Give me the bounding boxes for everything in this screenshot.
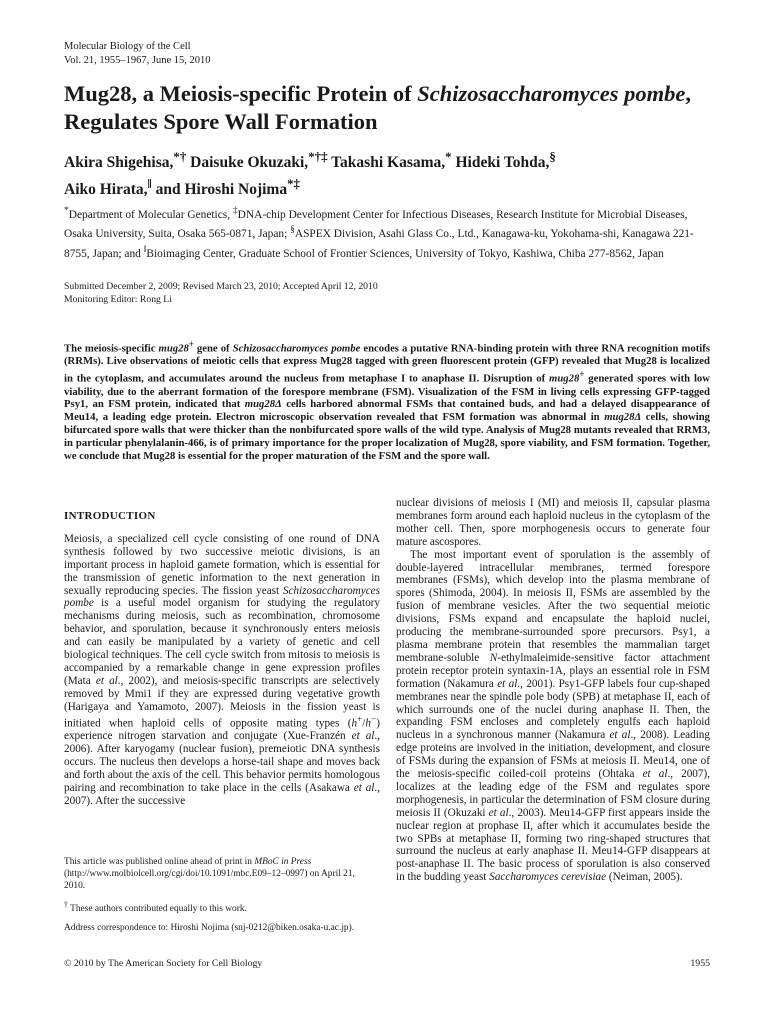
- footnote-text: (http://www.molbiolcell.org/cgi/doi/10.1091/mbc.E09–12–0997) on April 21, 2010.: [64, 869, 355, 891]
- author-mark: ‖: [147, 176, 152, 192]
- author-name: Daisuke Okuzaki,: [186, 154, 309, 172]
- journal-name: Molecular Biology of the Cell: [64, 41, 191, 52]
- et-al: et al: [351, 730, 375, 743]
- section-heading: INTRODUCTION: [64, 510, 156, 522]
- abstract-text: gene of: [193, 342, 233, 355]
- abstract-text: generated spores with low viability, due to the aberrant formation of the forespore membrane (FSM). Visualization of the FSM in living cells expressing GFP-tagged Psy1, an FSM protein, indicated that: [64, 372, 710, 411]
- footnote-mark: †: [64, 900, 68, 909]
- gene-name: mug28: [158, 342, 189, 355]
- author-mark: *‡: [287, 176, 300, 192]
- body-text: ., 2007). After the successive: [64, 781, 380, 807]
- body-text: ., 2001). Psy1-GFP labels four cup-shaped membranes near the spindle pole body (SPB) at metaphase II, each of which surrounds one of the nuclei during anaphase II. Then, the expanding FSM encloses and completely engulfs each haploid nucleus in a synchronous manner (Nakamura: [396, 677, 710, 742]
- et-al: et al: [353, 781, 375, 794]
- abstract-text: cells, showing bifurcated spore walls that were thicker than the nonbifurcated spore walls of the wild type. Analysis of Mug28 mutants revealed that RRM3, in particular phenylalanin-466, is of primary importance for the proper localization of Mug28, spore viability, and FSM formation. Together, we conclude that Mug28 is essential for the proper maturation of the FSM and the spore wall.: [64, 411, 711, 462]
- affil-mark: *: [64, 206, 69, 216]
- superscript: +: [357, 714, 363, 725]
- submission-dates: [64, 281, 378, 306]
- body-text: ) experience nitrogen starvation and conjugate (Xue-Franzén: [64, 717, 380, 743]
- author-mark: *: [445, 149, 452, 164]
- intro-column-right: [396, 497, 710, 884]
- author-name: Akira Shigehisa,: [64, 154, 174, 172]
- footnote-correspondence: Address correspondence to: Hiroshi Nojima (snj-0212@biken.osaka-u.ac.jp).: [64, 923, 355, 934]
- species-name: Saccharomyces cerevisiae: [489, 871, 607, 884]
- et-al: et al: [488, 806, 509, 819]
- gene-name: mug28: [549, 372, 580, 385]
- intro-paragraph: [396, 549, 710, 885]
- journal-volume: Vol. 21, 1955–1967, June 15, 2010: [64, 55, 211, 66]
- footnote-text: These authors contributed equally to this work.: [67, 904, 247, 915]
- intro-column-left: [64, 510, 380, 808]
- affil-text: DNA-chip Development Center for Infectious Diseases, Research Institute for Microbial Diseases, Osaka University, Suita, Osaka 565-0871, Japan;: [64, 208, 688, 241]
- gene-name: mug28Δ: [604, 411, 642, 424]
- author-name: Aiko Hirata,: [64, 181, 148, 199]
- author-name: Hideki Tohda,: [451, 154, 550, 172]
- affiliations: [64, 204, 714, 262]
- body-text: ., 2008). Leading edge proteins are involved in the initiation, development, and closure of FSMs during the expansion of FSMs at meiosis II. Meu14, one of the meiosis-specific coiled-coil proteins (Ohtaka: [396, 729, 710, 781]
- body-text: /: [362, 717, 366, 730]
- affil-text: Department of Molecular Genetics,: [68, 208, 233, 221]
- mating-type: h: [365, 717, 371, 730]
- abstract-text: The meiosis-specific: [64, 342, 159, 355]
- mating-type: h: [351, 717, 358, 730]
- species-name: Schizosaccharomyces pombe: [232, 342, 361, 355]
- affil-mark: ‖: [143, 244, 147, 255]
- submitted-line: Submitted December 2, 2009; Revised March 23, 2010; Accepted April 12, 2010: [64, 281, 378, 292]
- editor-line: Monitoring Editor: Rong Li: [64, 293, 172, 305]
- body-text: ., 2003). Meu14-GFP first appears inside the nuclear region at prophase II, after which it accumulates beside the two SPBs at metaphase II, forming two ring-shaped structures that surround the nucleus at early anaphase II. Meu14-GFP disappears at post-anaphase II. The basic process of sporulation is also conserved in the budding yeast: [396, 806, 710, 884]
- author-list: [64, 146, 724, 200]
- journal-header: [64, 40, 211, 68]
- author-mark: §: [549, 149, 556, 164]
- title-part2: , Regulates Spore Wall Formation: [64, 81, 691, 134]
- article-title: [64, 80, 724, 136]
- affil-text: Bioimaging Center, Graduate School of Frontier Sciences, University of Tokyo, Kashiwa, Chiba 277-8562, Japan: [146, 247, 664, 260]
- superscript: −: [371, 714, 377, 725]
- gene-name: mug28Δ: [244, 398, 282, 411]
- species-name: Schizosaccharomyces pombe: [64, 584, 380, 610]
- affil-mark: §: [290, 225, 295, 236]
- author-name: and Hiroshi Nojima: [151, 181, 288, 199]
- author-name: Takashi Kasama,: [327, 154, 446, 172]
- author-mark: *†: [173, 149, 187, 164]
- et-al: et al: [609, 729, 631, 742]
- title-species: Schizosaccharomyces pombe: [417, 81, 686, 106]
- chem-prefix: N: [489, 651, 498, 664]
- abstract-text: encodes a putative RNA-binding protein with three RNA recognition motifs (RRMs). Live observations of meiotic cells that express Mug28 tagged with green fluorescent protein (GFP) revealed that Mug28 is localized in the cytoplasm, and accumulates around the nucleus from metaphase I to anaphase II. Disruption of: [64, 342, 710, 385]
- et-al: et al: [497, 677, 518, 690]
- title-part1: Mug28, a Meiosis-specific Protein of: [64, 81, 418, 106]
- body-text: ., 2006). After karyogamy (nuclear fusion), premeiotic DNA synthesis occurs. The nucleus then develops a horse-tail shape and moves back and forth about the axis of the cell. This behavior permits homologous pairing and recombination to take place in the cells (Asakawa: [64, 730, 380, 794]
- author-mark: *†‡: [308, 149, 328, 164]
- body-text: ., 2007), localizes at the leading edge of the FSM and regulates spore morphogenesis, in particular the determination of FSM closure during meiosis II (Okuzaki: [396, 768, 710, 819]
- copyright: © 2010 by The American Society for Cell Biology: [64, 958, 263, 969]
- body-text: is a useful model organism for studying the regulatory mechanisms during meiosis, such as recombination, chromosome behavior, and sporulation, because it synchronously enters meiosis and can easily be manipulated by a variety of genetic and cell biological techniques. The cell cycle switch from mitosis to meiosis is accompanied by a remarkable change in gene expression profiles (Mata: [64, 597, 380, 687]
- et-al: et al: [642, 768, 668, 781]
- footnote-online: [64, 856, 376, 892]
- page-number: 1955: [690, 958, 710, 969]
- footnotes: [64, 856, 376, 941]
- affil-text: ASPEX Division, Asahi Glass Co., Ltd., Kanagawa-ku, Yokohama-shi, Kanagawa 221-8755, Japan; and: [64, 228, 694, 260]
- body-text: The most important event of sporulation is the assembly of double-layered intracellular membranes, termed forespore membranes (FSMs), which develop into the plasma membrane of spores (Shimoda, 2004). In meiosis II, FSMs are assembled by the fusion of membrane vesicles. After the two sequential meiotic divisions, FSMs expand and encapsulate the haploid nuclei, producing the membrane-surrounded spore precursors. Psy1, a plasma membrane protein that resembles the mammalian target membrane-soluble: [396, 548, 710, 664]
- intro-paragraph: nuclear divisions of meiosis I (MI) and meiosis II, capsular plasma membranes form around each haploid nucleus in the cytoplasm of the mother cell. Then, spore morphogenesis occurs to generate four mature ascospores.: [396, 497, 710, 548]
- superscript: +: [188, 339, 194, 349]
- footnote-text: This article was published online ahead of print in: [64, 857, 255, 867]
- body-text: -ethylmaleimide-sensitive factor attachment protein receptor protein syntaxin-1A, plays an essential role in FSM formation (Nakamura: [396, 651, 710, 690]
- body-text: (Neiman, 2005).: [606, 871, 683, 884]
- body-text: Meiosis, a specialized cell cycle consisting of one round of DNA synthesis followed by two successive meiotic divisions, is an important process in haploid gamete formation, which is essential for the transmission of genetic information to the next generation in sexually reproducing species. The fission yeast: [64, 532, 380, 597]
- body-text: ., 2002), and meiosis-specific transcripts are selectively removed by Mmi1 if they are expressed during vegetative growth (Harigaya and Yamamoto, 2007). Meiosis in the fission yeast is initiated when haploid cells of opposite mating types (: [64, 674, 381, 730]
- et-al: et al: [95, 674, 118, 687]
- footnote-equal: [64, 899, 376, 915]
- intro-paragraph: [64, 533, 380, 808]
- abstract-text: cells harbored abnormal FSMs that contained buds, and had a delayed disappearance of Meu14, a leading edge protein. Electron microscopic observation revealed that FSM formation was abnormal in: [64, 398, 710, 424]
- superscript: +: [579, 369, 585, 380]
- abstract: [64, 338, 710, 462]
- affil-mark: ‡: [232, 206, 238, 216]
- journal-ref: MBoC in Press: [254, 857, 312, 867]
